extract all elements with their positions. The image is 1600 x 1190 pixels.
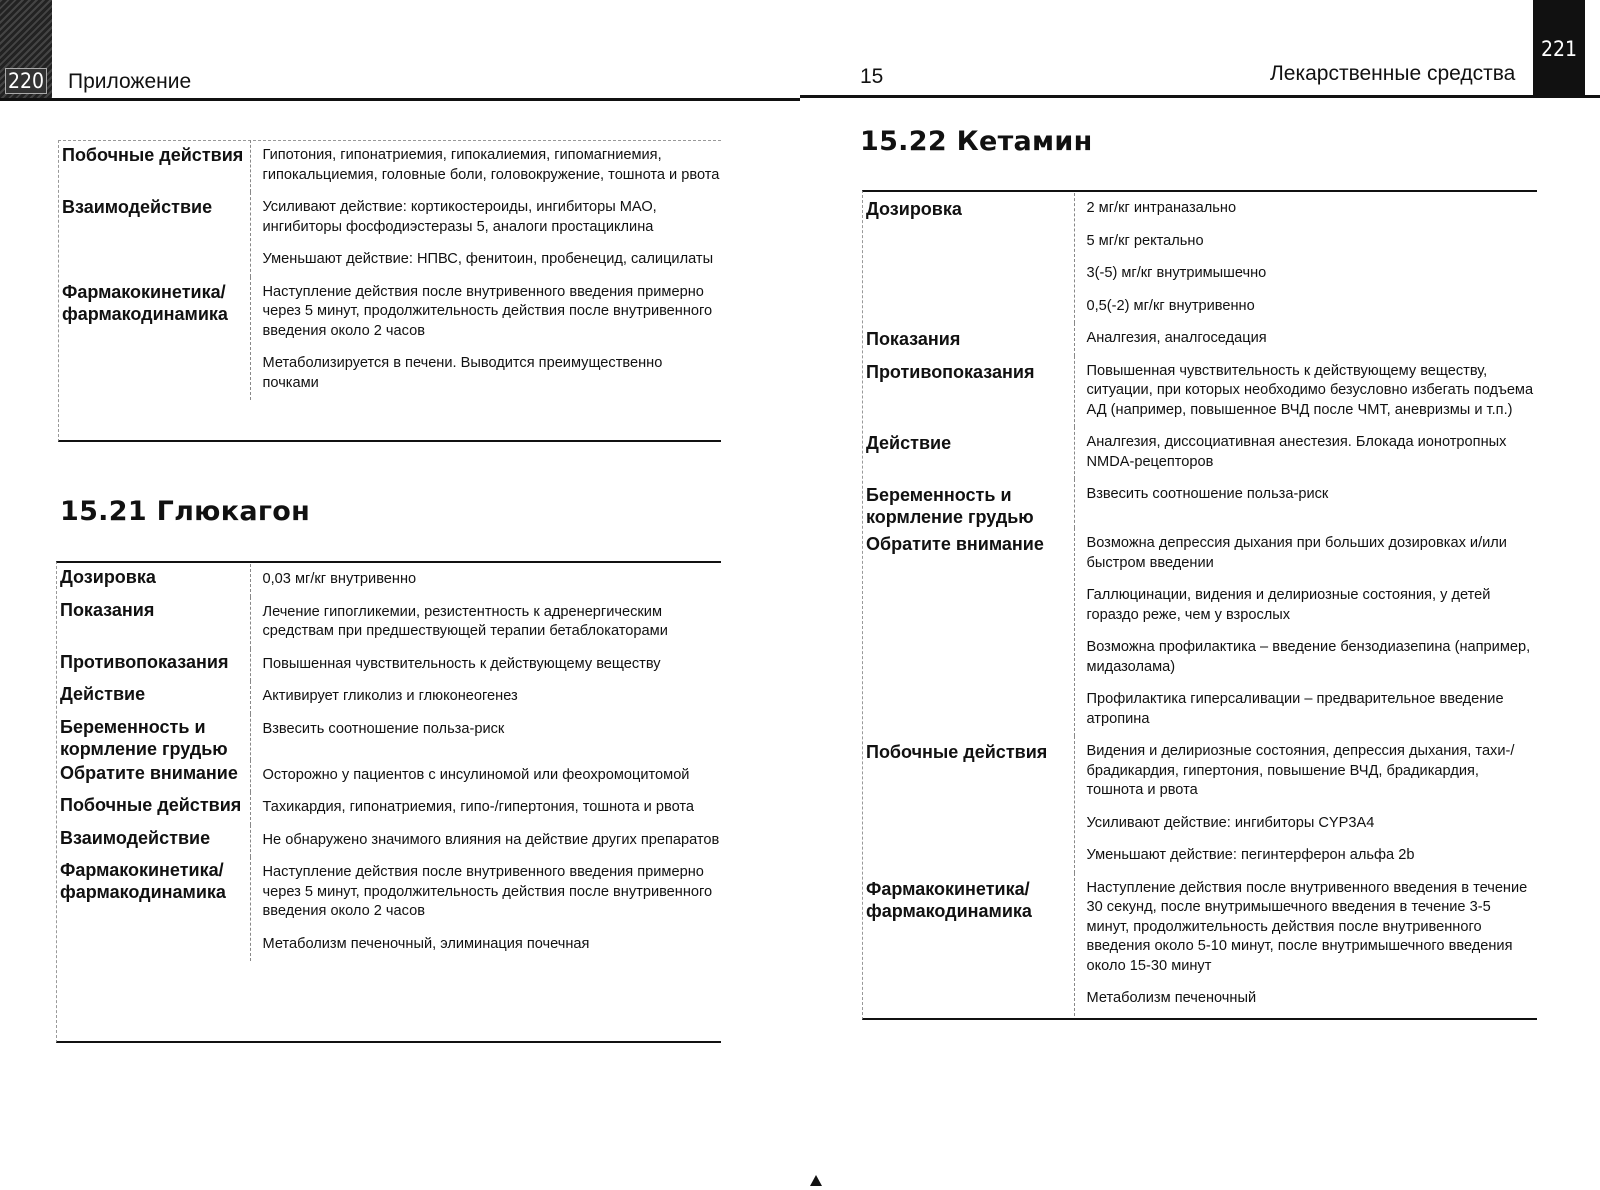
spec-row: [862, 193, 1536, 323]
spec-row: [58, 277, 720, 401]
spec-value: Гипотония, гипонатриемия, гипокалиемия, гипомагниемия, гипокальциемия, головные боли, головокружение, тошнота и рвота: [262, 147, 720, 183]
spec-row: [862, 323, 1536, 356]
spec-row: [862, 528, 1536, 736]
spec-label: Фармакокинетика/ фармакодинамика: [862, 873, 1074, 1016]
spec-row: [862, 479, 1536, 528]
spec-row: [56, 564, 720, 597]
spec-value-cell: [1074, 323, 1536, 356]
spec-value: Тахикардия, гипонатриемия, гипо-/гипертония, тошнота и рвота: [262, 799, 695, 815]
spec-label: Дозировка: [862, 193, 1074, 323]
spec-value: 5 мг/кг ректально: [1086, 232, 1204, 249]
spec-label: Показания: [56, 597, 250, 649]
spec-value-cell: [1074, 427, 1536, 479]
glucagon-table: [56, 564, 720, 961]
spec-value-cell: [250, 140, 720, 192]
spec-value: Наступление действия после внутривенного введения примерно через 5 минут, продолжительность действия после внутривенного введения около 2 часов: [262, 283, 713, 339]
spec-row: [56, 792, 720, 825]
spec-label: Побочные действия: [56, 792, 250, 825]
spec-value: Аналгезия, диссоциативная анестезия. Блокада ионотропных NMDA-рецепторов: [1086, 434, 1507, 470]
left-top-table: [58, 140, 720, 400]
spec-value: Уменьшают действие: пегинтерферон альфа 2b: [1086, 847, 1415, 863]
section-title-glucagon: 15.21 Глюкагон: [60, 496, 311, 527]
ketamine-table: [862, 193, 1536, 1016]
spec-value-cell: [250, 792, 720, 825]
spec-value: 0,5(-2) мг/кг внутривенно: [1086, 297, 1255, 314]
spec-value-cell: [250, 192, 720, 277]
spec-value-cell: [250, 681, 720, 714]
right-header-rule: [800, 95, 1600, 98]
left-header-rule: [0, 98, 800, 101]
spec-label: Взаимодействие: [56, 825, 250, 858]
spec-value: Усиливают действие: ингибиторы CYP3A4: [1086, 814, 1375, 831]
spec-value: Взвесить соотношение польза-риск: [262, 720, 505, 737]
spec-label: Побочные действия: [58, 140, 250, 192]
spec-value: Метаболизируется в печени. Выводится преимущественно почками: [262, 355, 663, 391]
spec-row: [58, 140, 720, 192]
spec-value: Повышенная чувствительность к действующему веществу, ситуации, при которых необходимо безусловно избегать подъема АД (например, повышенное ВЧД после ЧМТ, аневризмы и т.п.): [1086, 362, 1534, 418]
spec-row: [56, 825, 720, 858]
spec-label: Обратите внимание: [56, 760, 250, 793]
spec-value: Усиливают действие: кортикостероиды, ингибиторы МАО, ингибиторы фосфодиэстеразы 5, аналоги простациклина: [262, 199, 657, 235]
spec-value: Галлюцинации, видения и делириозные состояния, у детей гораздо реже, чем у взрослых: [1086, 587, 1491, 623]
spec-value: Уменьшают действие: НПВС, фенитоин, пробенецид, салицилаты: [262, 251, 714, 267]
spec-value: Аналгезия, аналгоседация: [1086, 330, 1267, 346]
spec-value: Лечение гипогликемии, резистентность к адренергическим средствам при предшествующей терапии бетаблокаторами: [262, 603, 668, 639]
spec-value: Осторожно у пациентов с инсулиномой или феохромоцитомой: [262, 766, 690, 783]
spec-label: Беременность и кормление грудью: [862, 479, 1074, 528]
spec-row: [56, 597, 720, 649]
spec-row: [862, 873, 1536, 1016]
spec-row: [56, 681, 720, 714]
spec-value: Видения и делириозные состояния, депрессия дыхания, тахи-/брадикардия, гипертония, повышение ВЧД, брадикардия, тошнота и рвота: [1086, 743, 1515, 798]
spec-value: Взвесить соотношение польза-риск: [1086, 486, 1329, 502]
spec-value: Не обнаружено значимого влияния на действие других препаратов: [262, 831, 720, 848]
spec-value-cell: [250, 825, 720, 858]
spec-label: Побочные действия: [862, 736, 1074, 873]
spec-row: [56, 857, 720, 961]
page-number-right-text: 221: [1540, 37, 1578, 61]
spec-row: [862, 427, 1536, 479]
spec-label: Показания: [862, 323, 1074, 356]
section-title-ketamine: 15.22 Кетамин: [860, 126, 1093, 157]
spec-label: Противопоказания: [56, 649, 250, 682]
spec-label: Обратите внимание: [862, 528, 1074, 736]
spec-value: Возможна депрессия дыхания при больших дозировках и/или быстром введении: [1086, 535, 1507, 571]
spec-value-cell: [250, 760, 720, 793]
spec-value: Профилактика гиперсаливации – предварительное введение атропина: [1086, 691, 1504, 727]
spec-label: Противопоказания: [862, 356, 1074, 428]
chapter-number: 15: [860, 65, 884, 88]
spec-row: [56, 714, 720, 760]
spec-value: Метаболизм печеночный: [1086, 990, 1257, 1006]
spec-label: Действие: [56, 681, 250, 714]
spec-label: Беременность и кормление грудью: [56, 714, 250, 760]
spec-value-cell: [1074, 193, 1536, 323]
spec-value-cell: [250, 277, 720, 401]
spec-value-cell: [250, 857, 720, 961]
spec-label: Фармакокинетика/ фармакодинамика: [58, 277, 250, 401]
spec-value: Возможна профилактика – введение бензодиазепина (например, мидазолама): [1086, 639, 1531, 675]
spec-value-cell: [250, 564, 720, 597]
page-number-left-text: 220: [5, 68, 47, 94]
spec-value-cell: [1074, 736, 1536, 873]
spec-value-cell: [250, 714, 720, 760]
spec-label: Взаимодействие: [58, 192, 250, 277]
right-running-header: Лекарственные средства: [1270, 62, 1516, 85]
page-number-left: [0, 0, 52, 100]
page-number-right: [1533, 0, 1585, 98]
spec-row: [58, 192, 720, 277]
spec-value-cell: [1074, 528, 1536, 736]
spec-value: 0,03 мг/кг внутривенно: [262, 571, 417, 587]
spec-row: [862, 736, 1536, 873]
spec-value-cell: [1074, 873, 1536, 1016]
spec-value: 2 мг/кг интраназально: [1086, 200, 1237, 216]
spec-row: [56, 649, 720, 682]
spec-value: Наступление действия после внутривенного введения в течение 30 секунд, после внутримышечного введения в течение 3-5 минут, продолжительность действия после внутривенного введения около 5-10 минут, после внутримышечного введения около 15-30 минут: [1086, 879, 1528, 974]
triangle-mark-icon: [810, 1175, 822, 1186]
spec-row: [56, 760, 720, 793]
spec-value-cell: [250, 597, 720, 649]
spec-value: Метаболизм печеночный, элиминация почечная: [262, 935, 590, 952]
spec-value-cell: [250, 649, 720, 682]
spec-label: Действие: [862, 427, 1074, 479]
left-running-header: Приложение: [68, 70, 192, 93]
spec-value: Повышенная чувствительность к действующему веществу: [262, 655, 661, 672]
spec-value: 3(-5) мг/кг внутримышечно: [1086, 265, 1267, 281]
spec-label: Фармакокинетика/ фармакодинамика: [56, 857, 250, 961]
spec-value-cell: [1074, 356, 1536, 428]
spec-row: [862, 356, 1536, 428]
spec-label: Дозировка: [56, 564, 250, 597]
spec-value: Наступление действия после внутривенного введения примерно через 5 минут, продолжительность действия после внутривенного введения около 2 часов: [262, 864, 713, 919]
spec-value: Активирует гликолиз и глюконеогенез: [262, 688, 518, 704]
spec-value-cell: [1074, 479, 1536, 528]
